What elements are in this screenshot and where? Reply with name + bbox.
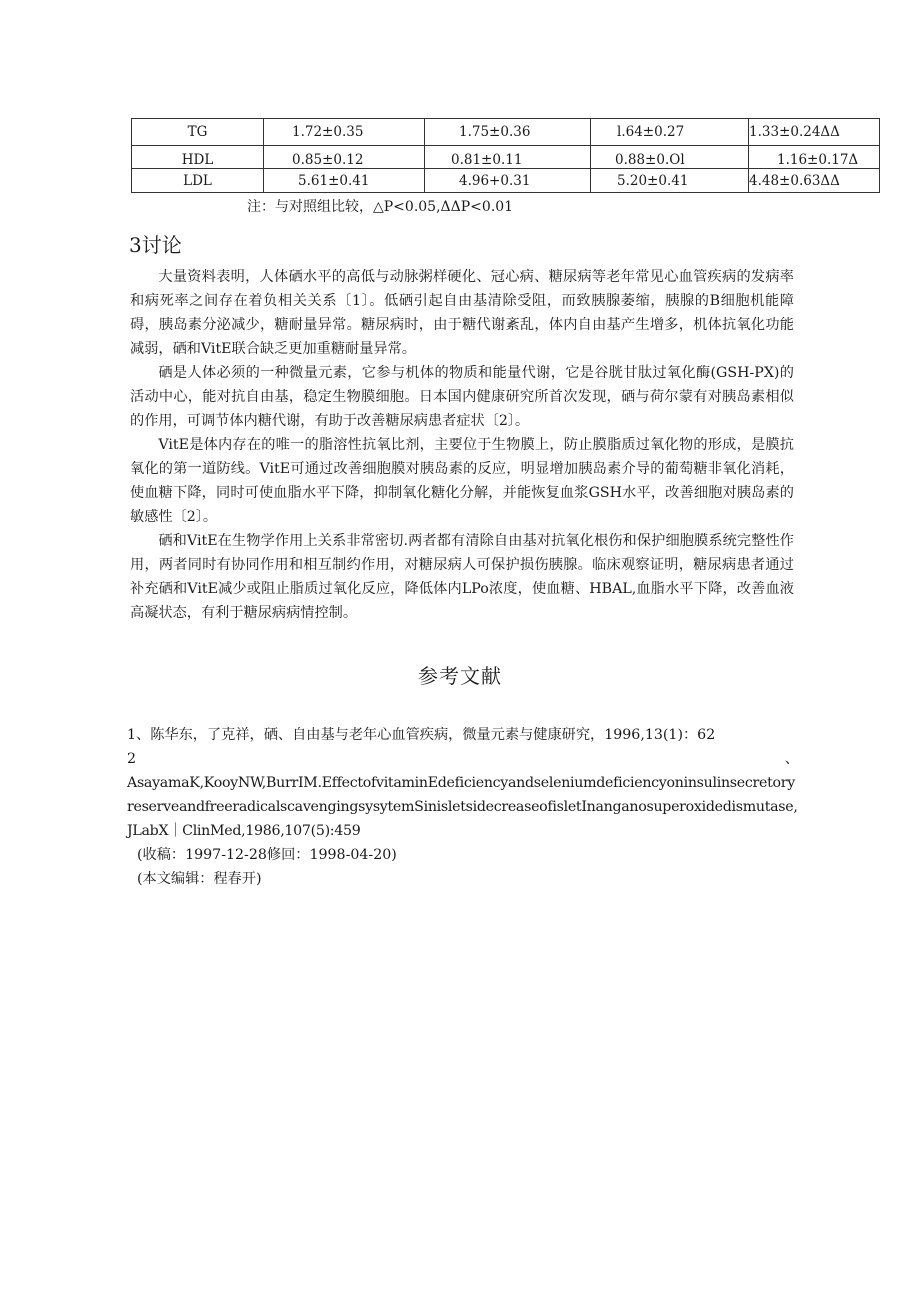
table-row bbox=[132, 146, 880, 169]
reference-2-number-line bbox=[127, 747, 799, 771]
row-label: LDL bbox=[132, 169, 264, 193]
table-cell: 0.85±0.12 bbox=[264, 146, 425, 169]
table-cell: 5.61±0.41 bbox=[264, 169, 425, 193]
discussion-body bbox=[130, 265, 794, 625]
section-heading: 3讨论 bbox=[129, 233, 182, 257]
row-label: HDL bbox=[132, 146, 264, 169]
received-dates: (收稿：1997-12-28修回：1998-04-20) bbox=[137, 847, 397, 863]
reference-2-number: 2 bbox=[127, 751, 137, 767]
editor-credit: (本文编辑：程春开) bbox=[137, 871, 262, 887]
table-cell: 5.20±0.41 bbox=[591, 169, 749, 193]
table-cell: 0.81±0.11 bbox=[425, 146, 591, 169]
references-heading: 参考文献 bbox=[418, 664, 502, 688]
paragraph: 硒和VitE在生物学作用上关系非常密切.两者都有清除自由基对抗氧化根伤和保护细胞膜系统完整性作用，两者同时有协同作用和相互制约作用，对糖尿病人可保护损伤胰腺。临床观察证明，糖尿病患者通过补充硒和VitE减少或阻止脂质过氧化反应，降低体内LPo浓度，使血糖、HBAL,血脂水平下降，改善血液高凝状态，有利于糖尿病病情控制。 bbox=[130, 533, 794, 621]
reference-2-mark: 、 bbox=[784, 751, 799, 767]
table-cell: 0.88±0.Ol bbox=[591, 146, 749, 169]
table-cell: 1.75±0.36 bbox=[425, 119, 591, 146]
table-cell: 4.96+0.31 bbox=[425, 169, 591, 193]
lipid-table bbox=[131, 118, 880, 193]
table-cell: 1.16±0.17Δ bbox=[749, 146, 880, 169]
table-cell: 1.72±0.35 bbox=[264, 119, 425, 146]
paragraph: 大量资料表明，人体硒水平的高低与动脉粥样硬化、冠心病、糖尿病等老年常见心血管疾病的发病率和病死率之间存在着负相关关系〔1〕。低硒引起自由基清除受阻，而致胰腺萎缩，胰腺的B细胞机能障碍，胰岛素分泌减少，糖耐量异常。糖尿病时，由于糖代谢紊乱，体内自由基产生增多，机体抗氧化功能减弱，硒和VitE联合缺乏更加重糖耐量异常。 bbox=[130, 269, 794, 357]
table-note: 注：与对照组比较，△P<0.05,ΔΔP<0.01 bbox=[247, 199, 514, 215]
table-row bbox=[132, 169, 880, 193]
table-cell: 1.33±0.24ΔΔ bbox=[749, 119, 880, 146]
table-row bbox=[132, 119, 880, 146]
table-cell: 4.48±0.63ΔΔ bbox=[749, 169, 880, 193]
reference-1: 1、陈华东，了克祥，硒、自由基与老年心血管疾病，微量元素与健康研究，1996,13(1)：62 bbox=[127, 727, 716, 743]
row-label: TG bbox=[132, 119, 264, 146]
paragraph: VitE是体内存在的唯一的脂溶性抗氧比剂，主要位于生物膜上，防止膜脂质过氧化物的形成，是膜抗氧化的第一道防线。VitE可通过改善细胞膜对胰岛素的反应，明显增加胰岛素介导的葡萄糖非氧化消耗，使血糖下降，同时可使血脂水平下降，抑制氧化糖化分解，并能恢复血浆GSH水平，改善细胞对胰岛素的敏感性〔2〕。 bbox=[130, 437, 794, 525]
reference-2: AsayamaK,KooyNW,BurrIM.EffectofvitaminEdeficiencyandseleniumdeficiencyoninsulinsecretoryreserveandfreeradicalscavengingsysytemSinisletsidecreaseofisletInanganosuperoxidedismutase,JLabX｜ClinMed,1986,107(5):459 bbox=[127, 775, 798, 839]
reference-list bbox=[127, 723, 799, 891]
table-cell: l.64±0.27 bbox=[591, 119, 749, 146]
paragraph: 硒是人体必须的一种微量元素，它参与机体的物质和能量代谢，它是谷胱甘肽过氧化酶(GSH-PX)的活动中心，能对抗自由基，稳定生物膜细胞。日本国内健康研究所首次发现，硒与荷尔蒙有对胰岛素相似的作用，可调节体内糖代谢，有助于改善糖尿病患者症状〔2〕。 bbox=[130, 365, 794, 429]
